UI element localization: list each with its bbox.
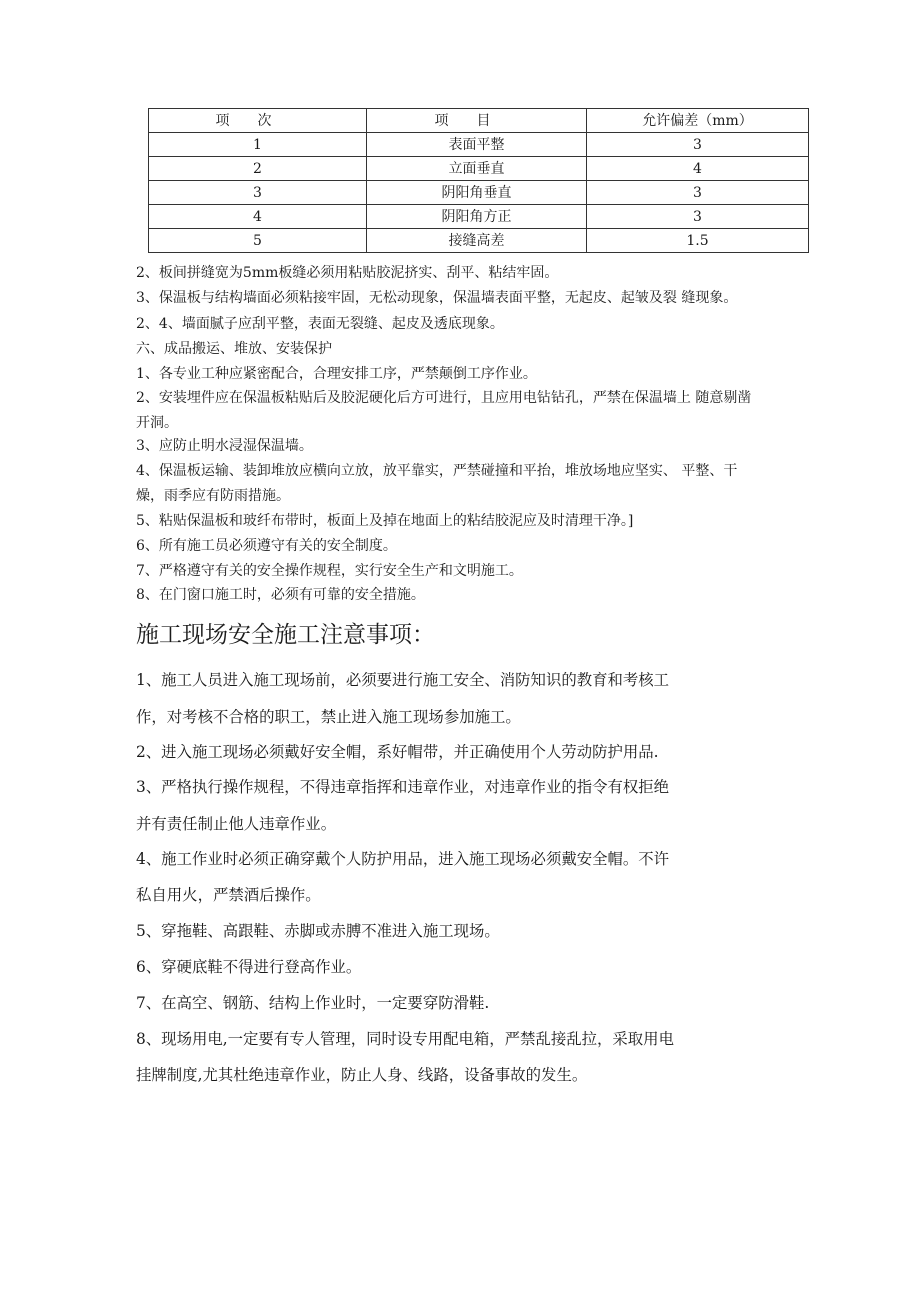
cell-no: 1 xyxy=(149,133,367,157)
safety-line: 4、施工作业时必须正确穿戴个人防护用品，进入施工现场必须戴安全帽。不许 xyxy=(136,850,670,868)
body-line: 8、在门窗口施工时，必须有可靠的安全措施。 xyxy=(136,587,425,603)
safety-line: 作，对考核不合格的职工，禁止进入施工现场参加施工。 xyxy=(136,708,521,726)
body-line: 3、应防止明水浸湿保温墙。 xyxy=(136,438,313,454)
body-line: 7、严格遵守有关的安全操作规程，实行安全生产和文明施工。 xyxy=(136,563,523,579)
cell-item: 立面垂直 xyxy=(367,157,587,181)
safety-line: 3、严格执行操作规程，不得违章指挥和违章作业，对违章作业的指令有权拒绝 xyxy=(136,778,670,796)
body-line: 2、安装埋件应在保温板粘贴后及胶泥硬化后方可进行，且应用电钻钻孔，严禁在保温墙上 随意剔凿 xyxy=(136,390,752,406)
cell-tolerance: 3 xyxy=(587,205,809,229)
table-row xyxy=(149,229,809,253)
safety-title: 施工现场安全施工注意事项： xyxy=(136,622,435,648)
body-line: 2、板间拼缝宽为5mm板缝必须用粘贴胶泥挤实、刮平、粘结牢固。 xyxy=(136,265,559,281)
section-heading: 六、成品搬运、堆放、安装保护 xyxy=(136,341,332,357)
header-item: 项目 xyxy=(367,109,587,133)
safety-line: 1、施工人员进入施工现场前，必须要进行施工安全、消防知识的教育和考核工 xyxy=(136,671,670,689)
table-row xyxy=(149,181,809,205)
cell-tolerance: 3 xyxy=(587,181,809,205)
table-row xyxy=(149,205,809,229)
cell-item: 阴阳角垂直 xyxy=(367,181,587,205)
cell-item: 接缝高差 xyxy=(367,229,587,253)
safety-line: 并有责任制止他人违章作业。 xyxy=(136,815,337,833)
safety-line: 8、现场用电,一定要有专人管理，同时设专用配电箱，严禁乱接乱拉，采取用电 xyxy=(136,1030,674,1048)
header-no: 项次 xyxy=(149,109,367,133)
cell-tolerance: 3 xyxy=(587,133,809,157)
safety-line: 6、穿硬底鞋不得进行登高作业。 xyxy=(136,958,362,976)
body-line: 燥，雨季应有防雨措施。 xyxy=(136,488,290,504)
body-line: 5、粘贴保温板和玻纤布带时，板面上及掉在地面上的粘结胶泥应及时清理干净。] xyxy=(136,513,634,529)
cell-no: 2 xyxy=(149,157,367,181)
safety-line: 7、在高空、钢筋、结构上作业时，一定要穿防滑鞋. xyxy=(136,994,490,1012)
body-line: 3、保温板与结构墙面必须粘接牢固，无松动现象，保温墙表面平整，无起皮、起皱及裂 缝现象。 xyxy=(136,290,738,306)
header-tolerance: 允许偏差（mm） xyxy=(587,109,809,133)
cell-no: 4 xyxy=(149,205,367,229)
tolerance-table xyxy=(148,108,809,253)
body-line: 1、各专业工种应紧密配合，合理安排工序，严禁颠倒工序作业。 xyxy=(136,366,537,382)
safety-line: 5、穿拖鞋、高跟鞋、赤脚或赤膊不准进入施工现场。 xyxy=(136,922,500,940)
body-line: 2、4、墙面腻子应刮平整，表面无裂缝、起皮及透底现象。 xyxy=(136,316,504,332)
safety-line: 2、进入施工现场必须戴好安全帽，系好帽带，并正确使用个人劳动防护用品. xyxy=(136,743,659,761)
safety-line: 私自用火，严禁酒后操作。 xyxy=(136,886,321,904)
table-header-row xyxy=(149,109,809,133)
cell-item: 阴阳角方正 xyxy=(367,205,587,229)
body-line: 6、所有施工员必须遵守有关的安全制度。 xyxy=(136,538,397,554)
body-line: 开洞。 xyxy=(136,415,178,431)
body-line: 4、保温板运输、装卸堆放应横向立放，放平靠实，严禁碰撞和平抬，堆放场地应坚实、 平整、干 xyxy=(136,463,738,479)
cell-tolerance: 1.5 xyxy=(587,229,809,253)
cell-no: 5 xyxy=(149,229,367,253)
table-row xyxy=(149,157,809,181)
cell-item: 表面平整 xyxy=(367,133,587,157)
table-row xyxy=(149,133,809,157)
cell-tolerance: 4 xyxy=(587,157,809,181)
safety-line: 挂牌制度,尤其杜绝违章作业，防止人身、线路，设备事故的发生。 xyxy=(136,1066,588,1084)
cell-no: 3 xyxy=(149,181,367,205)
